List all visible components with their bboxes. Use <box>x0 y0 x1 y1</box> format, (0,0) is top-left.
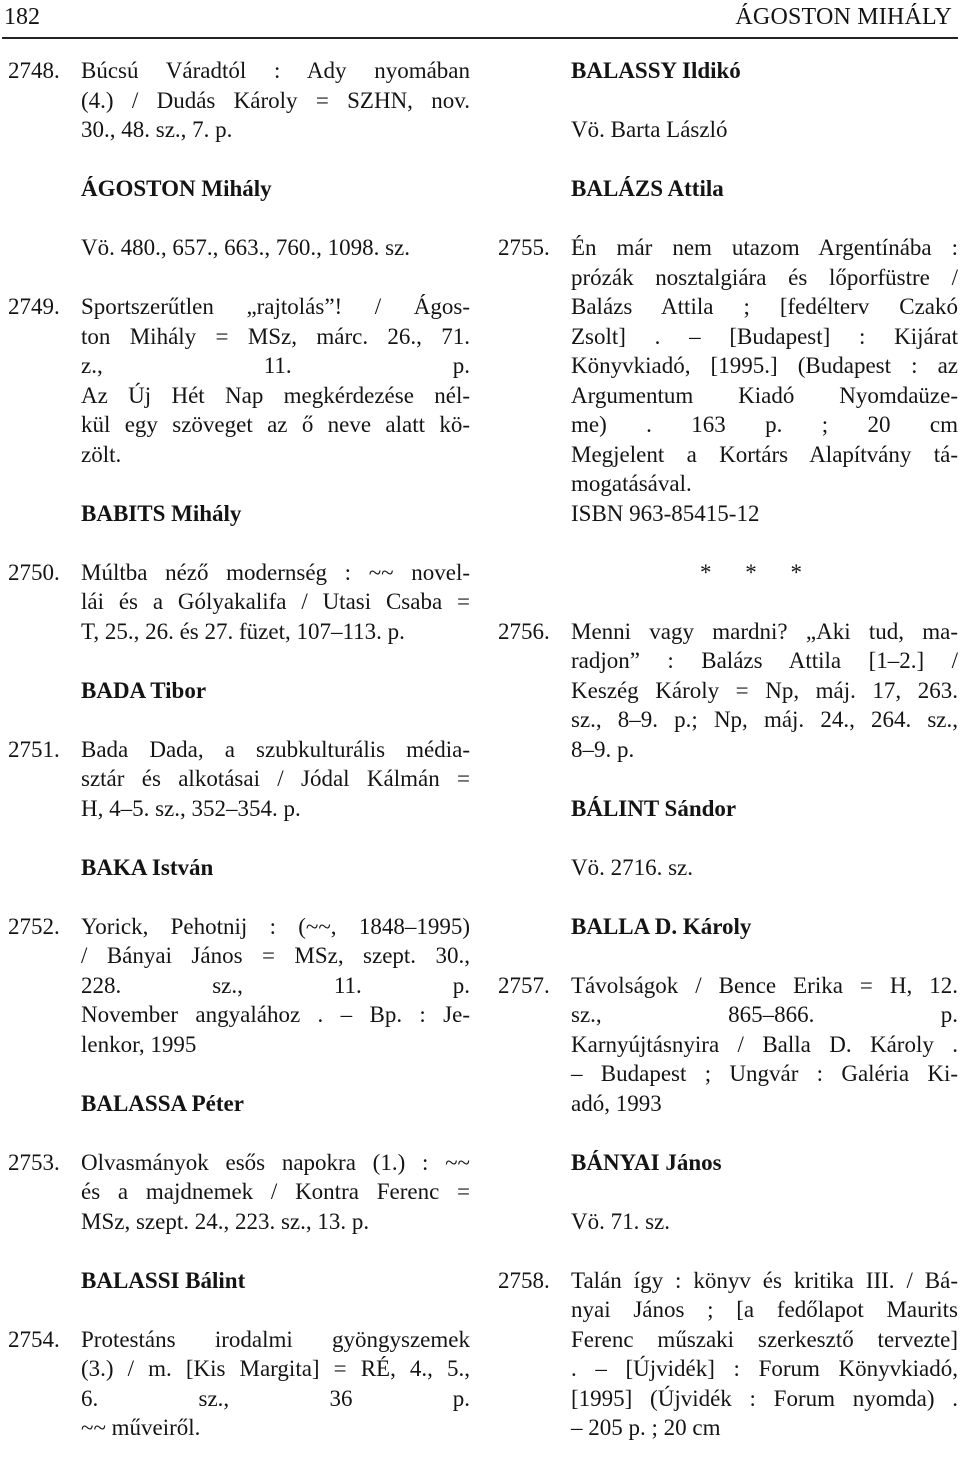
entry-line: / Bányai János = MSz, szept. 30., <box>81 943 470 968</box>
entry-line: Olvasmányok esős napokra (1.) : ~~ <box>81 1149 470 1175</box>
entry-number: 2751. <box>8 736 60 762</box>
entry-line: (4.) / Dudás Károly = SZHN, nov. <box>81 87 470 113</box>
author-heading: BABITS Mihály <box>81 500 242 526</box>
entry-line: Búcsú Váradtól : Ady nyomában <box>81 58 470 83</box>
entry-line: Karnyújtásnyira / Balla D. Károly . <box>571 1031 958 1057</box>
entry-text <box>498 233 958 528</box>
entry-number: 2758. <box>498 1267 550 1293</box>
entry-line: Yorick, Pehotnij : (~~, 1848–1995) <box>81 913 470 939</box>
entry-number: 2756. <box>498 618 550 644</box>
entry-line: . – [Újvidék] : Forum Könyvkiadó, <box>571 1356 958 1381</box>
entry-line: Ferenc műszaki szerkesztő tervezte] <box>571 1326 958 1352</box>
author-heading: BALASSY Ildikó <box>571 58 741 83</box>
entry-line: és a majdnemek / Kontra Ferenc = <box>81 1179 470 1204</box>
bibliography-entry <box>498 971 958 1119</box>
entry-line: Talán így : könyv és kritika III. / Bá- <box>571 1267 958 1293</box>
author-heading: BÁLINT Sándor <box>571 795 737 821</box>
entry-line: sztár és alkotásai / Jódal Kálmán = <box>81 766 470 791</box>
entry-line: 30., 48. sz., 7. p. <box>81 117 233 142</box>
author-heading: BALASSA Péter <box>81 1090 244 1116</box>
entry-line: Távolságok / Bence Erika = H, 12. <box>571 972 958 998</box>
cross-reference: Vö. Barta László <box>571 117 728 142</box>
entry-number: 2750. <box>8 559 60 585</box>
author-heading: BADA Tibor <box>81 677 207 703</box>
header-rule <box>2 37 958 39</box>
bibliography-entry <box>8 558 470 647</box>
entry-line: Sportszerűtlen „rajtolás”! / Ágos- <box>81 294 470 319</box>
bibliography-entry <box>498 1266 958 1443</box>
entry-line: prózák nosztalgiára és lőporfüstre / <box>571 264 958 290</box>
entry-line: sz., 865–866. p. <box>571 1002 958 1027</box>
entry-number: 2757. <box>498 972 550 998</box>
entry-line: Keszég Károly = Np, máj. 17, 263. <box>571 677 958 703</box>
entry-line: Bada Dada, a szubkulturális média- <box>81 736 470 762</box>
entry-line: 228. sz., 11. p. <box>81 972 470 998</box>
entry-line: mogatásával. <box>571 471 692 496</box>
entry-line: November angyalához . – Bp. : Je- <box>81 1002 470 1027</box>
entry-line: adó, 1993 <box>571 1090 662 1116</box>
entry-line: Könyvkiadó, [1995.] (Budapest : az <box>571 353 958 378</box>
entry-line: ~~ műveiről. <box>81 1415 201 1440</box>
author-heading: BALASSI Bálint <box>81 1267 246 1293</box>
entry-line: lenkor, 1995 <box>81 1031 197 1057</box>
cross-reference: Vö. 480., 657., 663., 760., 1098. sz. <box>81 235 411 260</box>
entry-number: 2755. <box>498 235 550 260</box>
entry-line: MSz, szept. 24., 223. sz., 13. p. <box>81 1208 370 1234</box>
entry-line: Az Új Hét Nap megkérdezése nél- <box>81 382 470 408</box>
bibliography-entry <box>8 292 470 469</box>
bibliography-entry <box>8 1325 470 1443</box>
entry-line: zölt. <box>81 441 122 467</box>
bibliography-entry <box>8 735 470 824</box>
entry-line: [1995] (Újvidék : Forum nyomda) . <box>571 1385 958 1411</box>
entry-line: 8–9. p. <box>571 736 635 762</box>
entry-line: T, 25., 26. és 27. füzet, 107–113. p. <box>81 618 405 644</box>
author-heading: BÁNYAI János <box>571 1149 722 1175</box>
bibliography-entry <box>8 1148 470 1237</box>
entry-line: ton Mihály = MSz, márc. 26., 71. <box>81 323 470 349</box>
author-heading: BAKA István <box>81 854 214 880</box>
running-title: ÁGOSTON MIHÁLY <box>735 4 952 30</box>
entry-line: kül egy szöveget az ő neve alatt kö- <box>81 412 470 437</box>
author-heading: BALLA D. Károly <box>571 913 752 939</box>
entry-line: Protestáns irodalmi gyöngyszemek <box>81 1326 470 1352</box>
bibliography-entry <box>498 233 958 528</box>
entry-line: lái és a Gólyakalifa / Utasi Csaba = <box>81 589 470 614</box>
entry-line: Megjelent a Kortárs Alapítvány tá- <box>571 441 958 467</box>
entry-line: Én már nem utazom Argentínába : <box>571 235 958 260</box>
entry-line: Menni vagy mardni? „Aki tud, ma- <box>571 618 958 644</box>
right-column <box>498 56 958 1472</box>
entry-line: sz., 8–9. p.; Np, máj. 24., 264. sz., <box>571 707 958 732</box>
entry-line: radjon” : Balázs Attila [1–2.] / <box>571 648 958 673</box>
entry-line: Zsolt] . – [Budapest] : Kijárat <box>571 323 958 349</box>
entry-line: Argumentum Kiadó Nyomdaüze- <box>571 382 958 408</box>
bibliography-entry <box>8 56 470 145</box>
entry-number: 2749. <box>8 294 60 319</box>
left-column <box>8 56 470 1472</box>
bibliography-entry <box>8 912 470 1060</box>
entry-line: Balázs Attila ; [fedélterv Czakó <box>571 294 958 319</box>
entry-line: – Budapest ; Ungvár : Galéria Ki- <box>571 1061 958 1086</box>
author-heading: ÁGOSTON Mihály <box>81 176 272 201</box>
entry-line: Múltba néző modernség : ~~ novel- <box>81 559 470 585</box>
page-number: 182 <box>4 4 40 30</box>
entry-line: 6. sz., 36 p. <box>81 1385 470 1411</box>
entry-number: 2752. <box>8 913 60 939</box>
entry-line: z., 11. p. <box>81 353 470 378</box>
entry-line: me) . 163 p. ; 20 cm <box>571 412 958 437</box>
author-heading: BALÁZS Attila <box>571 176 724 201</box>
page-header <box>0 0 960 38</box>
entry-line: H, 4–5. sz., 352–354. p. <box>81 795 301 821</box>
entry-number: 2753. <box>8 1149 60 1175</box>
cross-reference: Vö. 71. sz. <box>571 1208 671 1234</box>
entry-line: (3.) / m. [Kis Margita] = RÉ, 4., 5., <box>81 1356 470 1381</box>
section-separator: * * * <box>700 559 816 585</box>
entry-number: 2748. <box>8 58 60 83</box>
entry-line: ISBN 963-85415-12 <box>571 500 760 526</box>
entry-line: nyai János ; [a fedőlapot Maurits <box>571 1297 958 1322</box>
entry-number: 2754. <box>8 1326 60 1352</box>
cross-reference: Vö. 2716. sz. <box>571 854 694 880</box>
entry-line: – 205 p. ; 20 cm <box>571 1415 721 1440</box>
bibliography-entry <box>498 617 958 765</box>
